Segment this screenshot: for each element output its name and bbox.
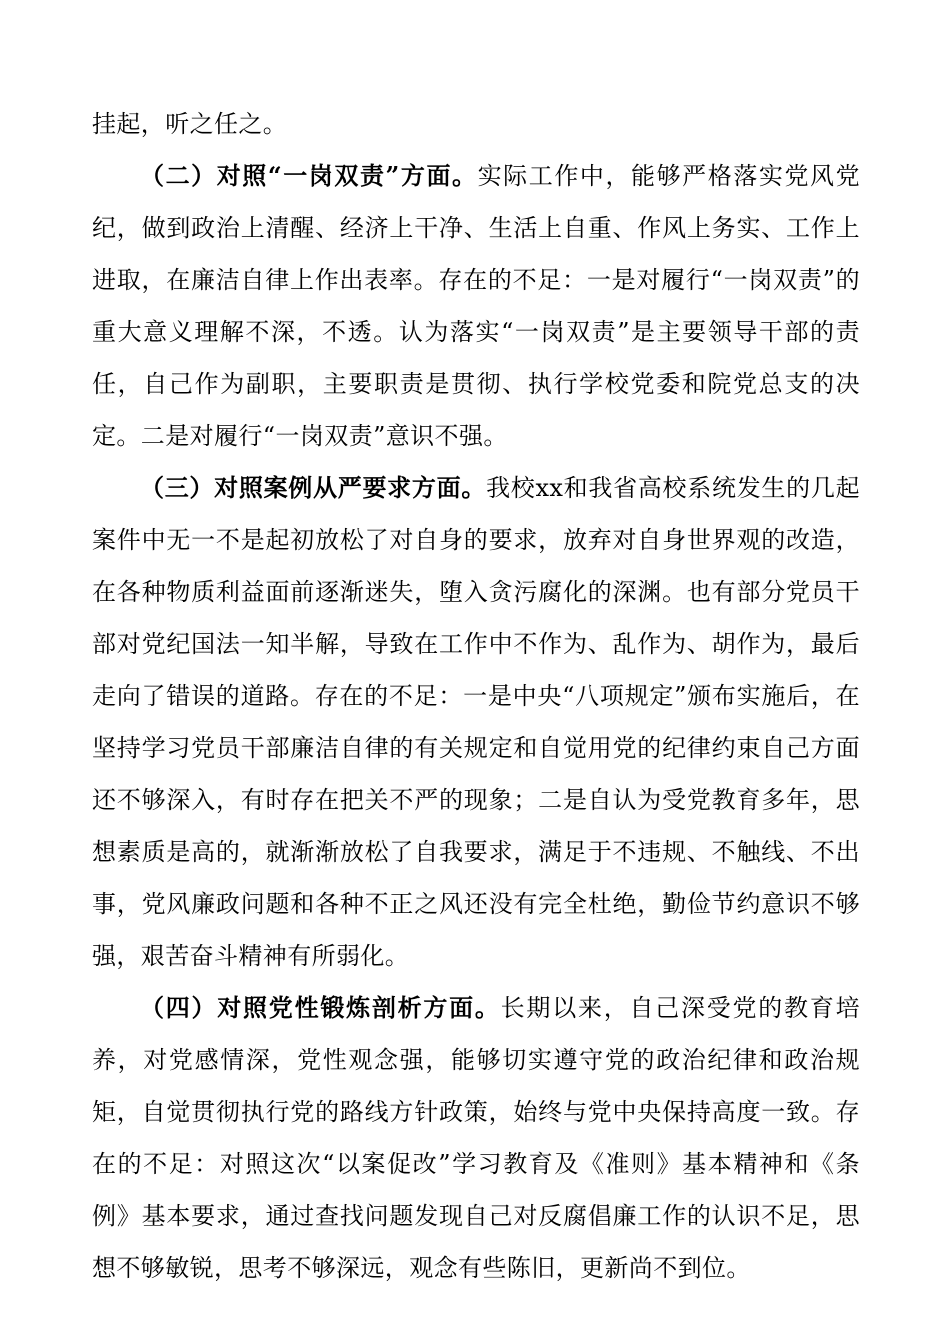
paragraph-section-2	[92, 150, 860, 462]
paragraph-section-3	[92, 462, 860, 982]
paragraph-text: 我校xx和我省高校系统发生的几起案件中无一不是起初放松了对自身的要求，放弃对自身世界观的改造，在各种物质利益面前逐渐迷失，堕入贪污腐化的深渊。也有部分党员干部对党纪国法一知半解，导致在工作中不作为、乱作为、胡作为，最后走向了错误的道路。存在的不足：一是中央“八项规定”颁布实施后，在坚持学习党员干部廉洁自律的有关规定和自觉用党的纪律约束自己方面还不够深入，有时存在把关不严的现象；二是自认为受党教育多年，思想素质是高的，就渐渐放松了自我要求，满足于不违规、不触线、不出事，党风廉政问题和各种不正之风还没有完全杜绝，勤俭节约意识不够强，艰苦奋斗精神有所弱化。	[92, 474, 860, 970]
section-heading: （四）对照党性锻炼剖析方面。	[140, 993, 501, 1022]
section-heading: （三）对照案例从严要求方面。	[140, 473, 487, 502]
document-body	[92, 98, 860, 1294]
paragraph-text: 挂起，听之任之。	[92, 110, 288, 138]
paragraph-section-4	[92, 982, 860, 1294]
paragraph-text: 长期以来，自己深受党的教育培养，对党感情深，党性观念强，能够切实遵守党的政治纪律和政治规矩，自觉贯彻执行党的路线方针政策，始终与党中央保持高度一致。存在的不足：对照这次“以案促改”学习教育及《准则》基本精神和《条例》基本要求，通过查找问题发现自己对反腐倡廉工作的认识不足，思想不够敏锐，思考不够深远，观念有些陈旧，更新尚不到位。	[92, 994, 860, 1282]
section-heading: （二）对照“一岗双责”方面。	[140, 161, 478, 190]
paragraph-text: 实际工作中，能够严格落实党风党纪，做到政治上清醒、经济上干净、生活上自重、作风上务实、工作上进取，在廉洁自律上作出表率。存在的不足：一是对履行“一岗双责”的重大意义理解不深，不透。认为落实“一岗双责”是主要领导干部的责任，自己作为副职，主要职责是贯彻、执行学校党委和院党总支的决定。二是对履行“一岗双责”意识不强。	[92, 162, 860, 450]
paragraph-continuation	[92, 98, 860, 150]
